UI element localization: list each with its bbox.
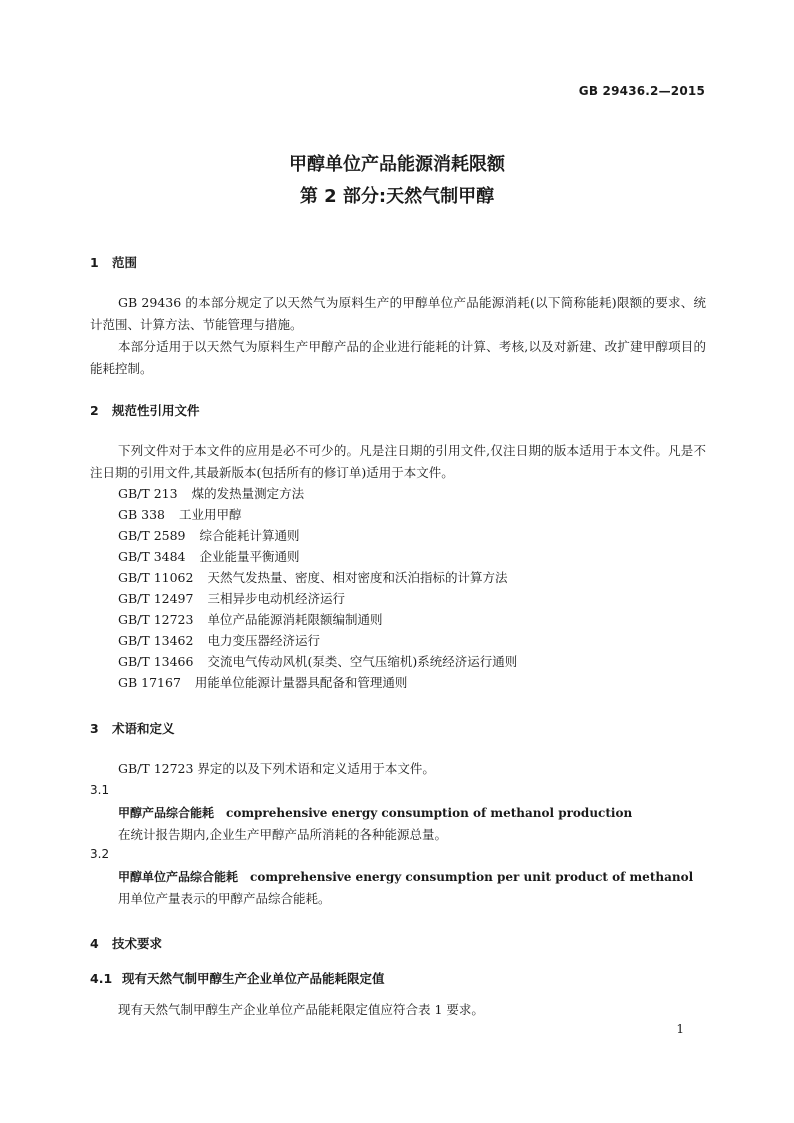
reference-title: 天然气发热量、密度、相对密度和沃泊指标的计算方法 [207,570,508,585]
reference-title: 用能单位能源计量器具配备和管理通则 [194,675,408,690]
section-4-paragraph: 现有天然气制甲醇生产企业单位产品能耗限定值应符合表 1 要求。 [118,1002,484,1017]
term-heading [118,804,632,821]
reference-item [118,546,300,567]
reference-item [118,567,507,588]
section-1-paragraph-1: GB 29436 的本部分规定了以天然气为原料生产的甲醇单位产品能源消耗(以下简称能耗)限额的要求、统计范围、计算方法、节能管理与措施。 [90,295,706,332]
term-definition: 在统计报告期内,企业生产甲醇产品所消耗的各种能源总量。 [118,827,447,842]
reference-item [118,672,407,693]
reference-code: GB/T 12497 [118,591,194,606]
reference-title: 三相异步电动机经济运行 [207,591,345,606]
term-number: 3.1 [90,783,110,797]
reference-item [118,609,382,630]
term-zh: 甲醇单位产品综合能耗 [118,870,239,884]
section-2-heading [90,401,200,419]
section-number: 3 [90,721,99,736]
reference-item [118,483,304,504]
reference-code: GB/T 12723 [118,612,194,627]
reference-item [118,630,320,651]
reference-item [118,525,300,546]
section-title: 术语和定义 [112,721,175,736]
subsection-4-1-heading [90,969,385,987]
term-heading [118,868,693,885]
reference-code: GB/T 13466 [118,654,194,669]
reference-item [118,651,517,672]
reference-code: GB/T 13462 [118,633,194,648]
term-en: comprehensive energy consumption per unit product of methanol [250,870,694,884]
section-title: 范围 [112,255,138,270]
section-3-intro: GB/T 12723 界定的以及下列术语和定义适用于本文件。 [118,761,435,776]
term-definition: 用单位产量表示的甲醇产品综合能耗。 [118,891,331,906]
section-number: 4 [90,936,99,951]
reference-code: GB/T 11062 [118,570,194,585]
section-number: 2 [90,403,99,418]
reference-code: GB/T 2589 [118,528,186,543]
reference-item [118,588,345,609]
reference-code: GB/T 213 [118,486,178,501]
page-number: 1 [676,1022,684,1036]
reference-code: GB 338 [118,507,166,522]
reference-code: GB/T 3484 [118,549,186,564]
document-title-line2: 第 2 部分:天然气制甲醇 [299,186,495,207]
reference-title: 工业用甲醇 [179,507,242,522]
reference-title: 电力变压器经济运行 [207,633,320,648]
reference-title: 煤的发热量测定方法 [191,486,305,501]
section-3-heading [90,719,175,737]
term-en: comprehensive energy consumption of methanol production [226,806,633,820]
section-title: 技术要求 [112,936,163,951]
subsection-title: 现有天然气制甲醇生产企业单位产品能耗限定值 [122,971,385,986]
section-2-intro: 下列文件对于本文件的应用是必不可少的。凡是注日期的引用文件,仅注日期的版本适用于本文件。凡是不注日期的引用文件,其最新版本(包括所有的修订单)适用于本文件。 [90,443,706,480]
reference-title: 综合能耗计算通则 [199,528,300,543]
reference-item [118,504,242,525]
section-number: 1 [90,255,99,270]
term-zh: 甲醇产品综合能耗 [118,806,215,820]
reference-code: GB 17167 [118,675,181,690]
standard-code: GB 29436.2—2015 [578,84,705,98]
reference-title: 企业能量平衡通则 [199,549,300,564]
reference-title: 单位产品能源消耗限额编制通则 [207,612,383,627]
section-title: 规范性引用文件 [112,403,200,418]
subsection-number: 4.1 [90,971,113,986]
term-number: 3.2 [90,847,110,861]
section-4-heading [90,934,162,952]
document-title-line1: 甲醇单位产品能源消耗限额 [289,154,505,175]
section-1-paragraph-2: 本部分适用于以天然气为原料生产甲醇产品的企业进行能耗的计算、考核,以及对新建、改扩建甲醇项目的能耗控制。 [90,339,706,376]
section-1-heading [90,253,137,271]
reference-title: 交流电气传动风机(泵类、空气压缩机)系统经济运行通则 [207,654,518,669]
